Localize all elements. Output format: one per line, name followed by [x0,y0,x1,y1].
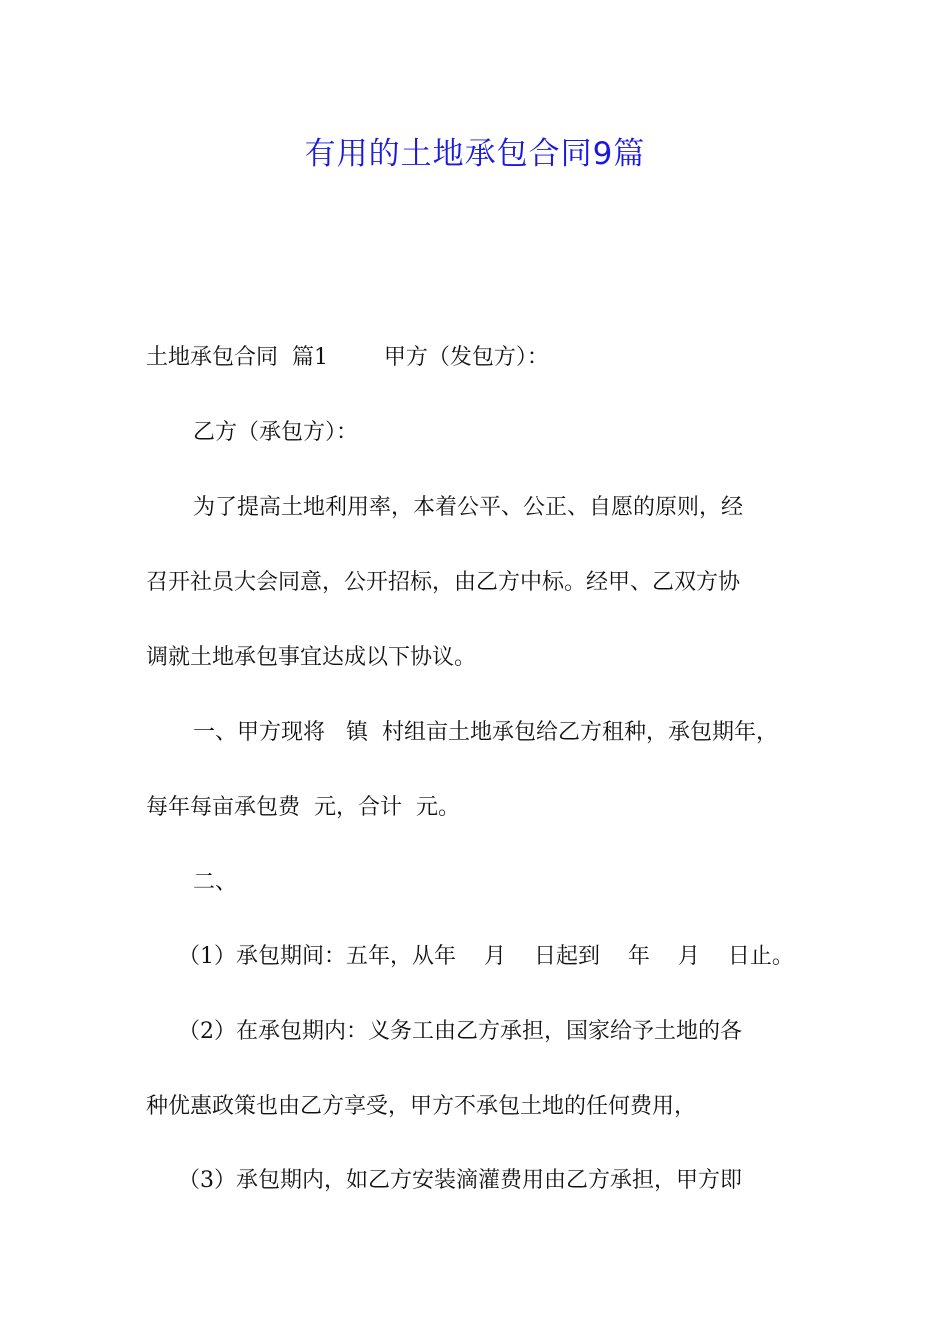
paragraph-line: 二、 [193,870,238,895]
paragraph-line: 乙方（承包方）： [193,420,359,445]
paragraph-line: 每年每亩承包费 元，合计 元。 [146,795,460,820]
paragraph-line: 一、甲方现将 镇 村组亩土地承包给乙方租种，承包期年， [193,720,778,745]
paragraph-line: （2）在承包期内：义务工由乙方承担，国家给予土地的各 [178,1019,742,1044]
document-title: 有用的土地承包合同9篇 [304,136,646,172]
paragraph-line: 调就土地承包事宜达成以下协议。 [146,645,477,670]
paragraph-line: 召开社员大会同意，公开招标，由乙方中标。经甲、乙双方协 [146,570,741,595]
paragraph-line: 为了提高土地利用率，本着公平、公正、自愿的原则，经 [193,495,744,520]
paragraph-line: 土地承包合同 篇1 甲方（发包方）： [146,345,549,370]
paragraph-line: （1）承包期间：五年，从年 月 日起到 年 月 日止。 [178,944,794,969]
paragraph-line: （3）承包期内，如乙方安装滴灌费用由乙方承担，甲方即 [178,1168,742,1193]
paragraph-line: 种优惠政策也由乙方享受，甲方不承包土地的任何费用， [146,1094,697,1119]
